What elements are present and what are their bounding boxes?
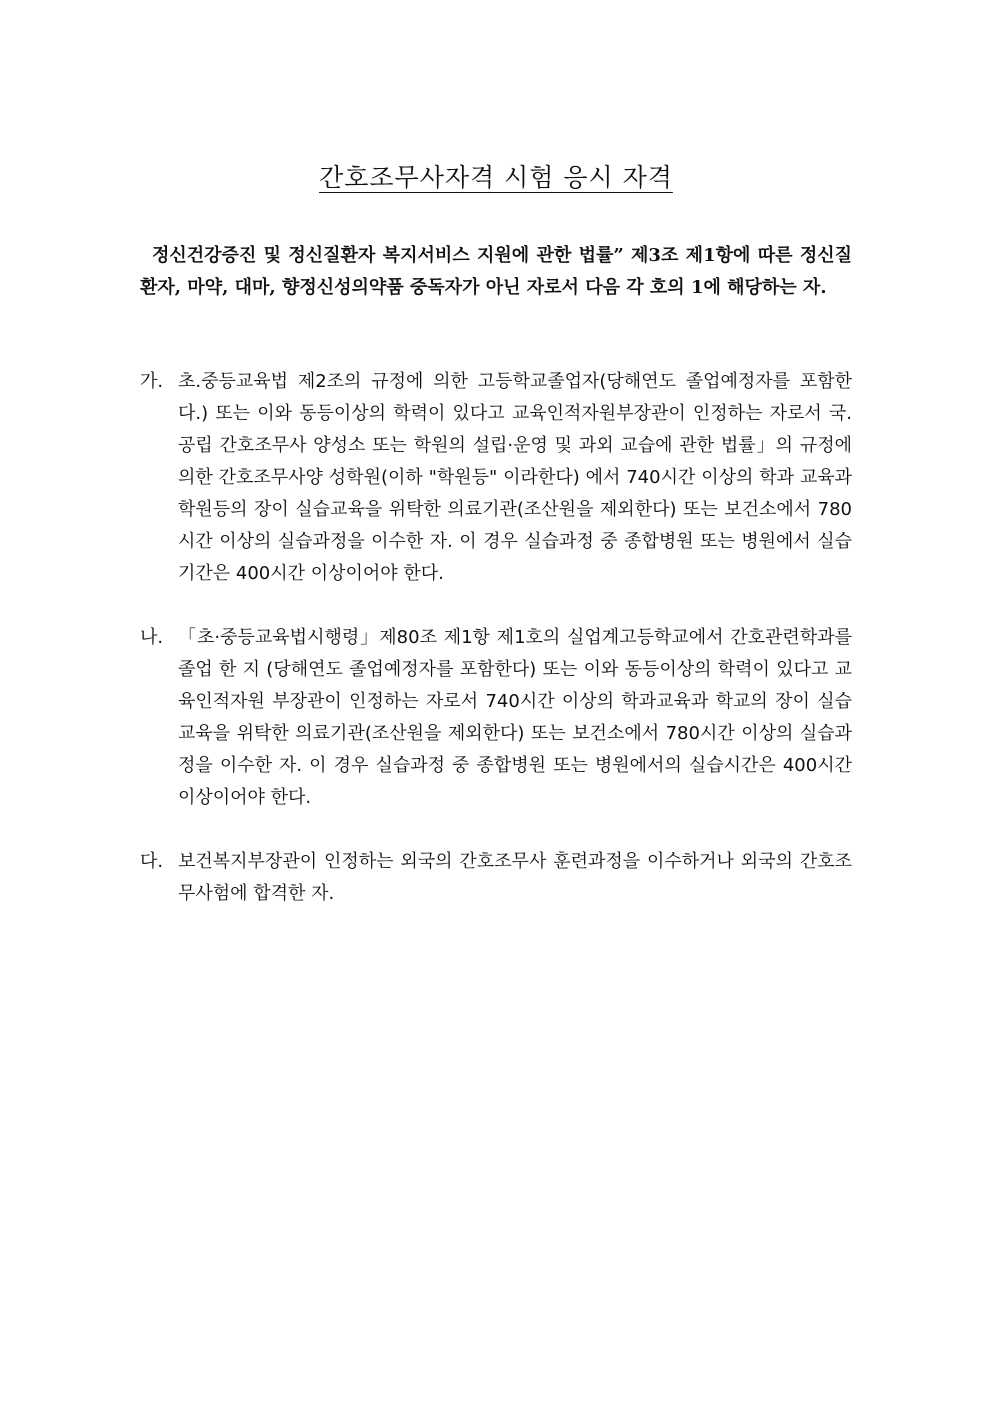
intro-paragraph: 정신건강증진 및 정신질환자 복지서비스 지원에 관한 법률” 제3조 제1항에 따른 정신질환자, 마약, 대마, 향정신성의약품 중독자가 아닌 자로서 다음 각 호의 1에 해당하는 자. bbox=[140, 245, 852, 298]
list-item bbox=[140, 366, 852, 590]
qualification-list bbox=[140, 366, 852, 942]
page-title: 간호조무사자격 시험 응시 자격 bbox=[319, 163, 673, 192]
list-item bbox=[140, 622, 852, 814]
item-text: 보건복지부장관이 인정하는 외국의 간호조무사 훈련과정을 이수하거나 외국의 간호조무사험에 합격한 자. bbox=[178, 851, 852, 904]
item-text: 초.중등교육법 제2조의 규정에 의한 고등학교졸업자(당해연도 졸업예정자를 포함한다.) 또는 이와 동등이상의 학력이 있다고 교육인적자원부장관이 인정하는 자로서 국.공립 간호조무사 양성소 또는 학원의 설립·운영 및 과외 교습에 관한 법률」의 규정에 의한 간호조무사양 성학원(이하 "학원등" 이라한다) 에서 740시간 이상의 학과 교육과 학원등의 장이 실습교육을 위탁한 의료기관(조산원을 제외한다) 또는 보건소에서 780시간 이상의 실습과정을 이수한 자. 이 경우 실습과정 중 종합병원 또는 병원에서 실습기간은 400시간 이상이어야 한다. bbox=[178, 371, 852, 584]
item-marker: 나. bbox=[140, 627, 164, 648]
item-text: 「초·중등교육법시행령」제80조 제1항 제1호의 실업계고등학교에서 간호관련학과를 졸업 한 지 (당해연도 졸업예정자를 포함한다) 또는 이와 동등이상의 학력이 있다고 교육인적자원 부장관이 인정하는 자로서 740시간 이상의 학과교육과 학교의 장이 실습교육을 위탁한 의료기관(조산원을 제외한다) 또는 보건소에서 780시간 이상의 실습과정을 이수한 자. 이 경우 실습과정 중 종합병원 또는 병원에서의 실습시간은 400시간 이상이어야 한다. bbox=[178, 627, 852, 808]
item-marker: 가. bbox=[140, 371, 164, 392]
item-marker: 다. bbox=[140, 851, 164, 872]
list-item bbox=[140, 846, 852, 910]
